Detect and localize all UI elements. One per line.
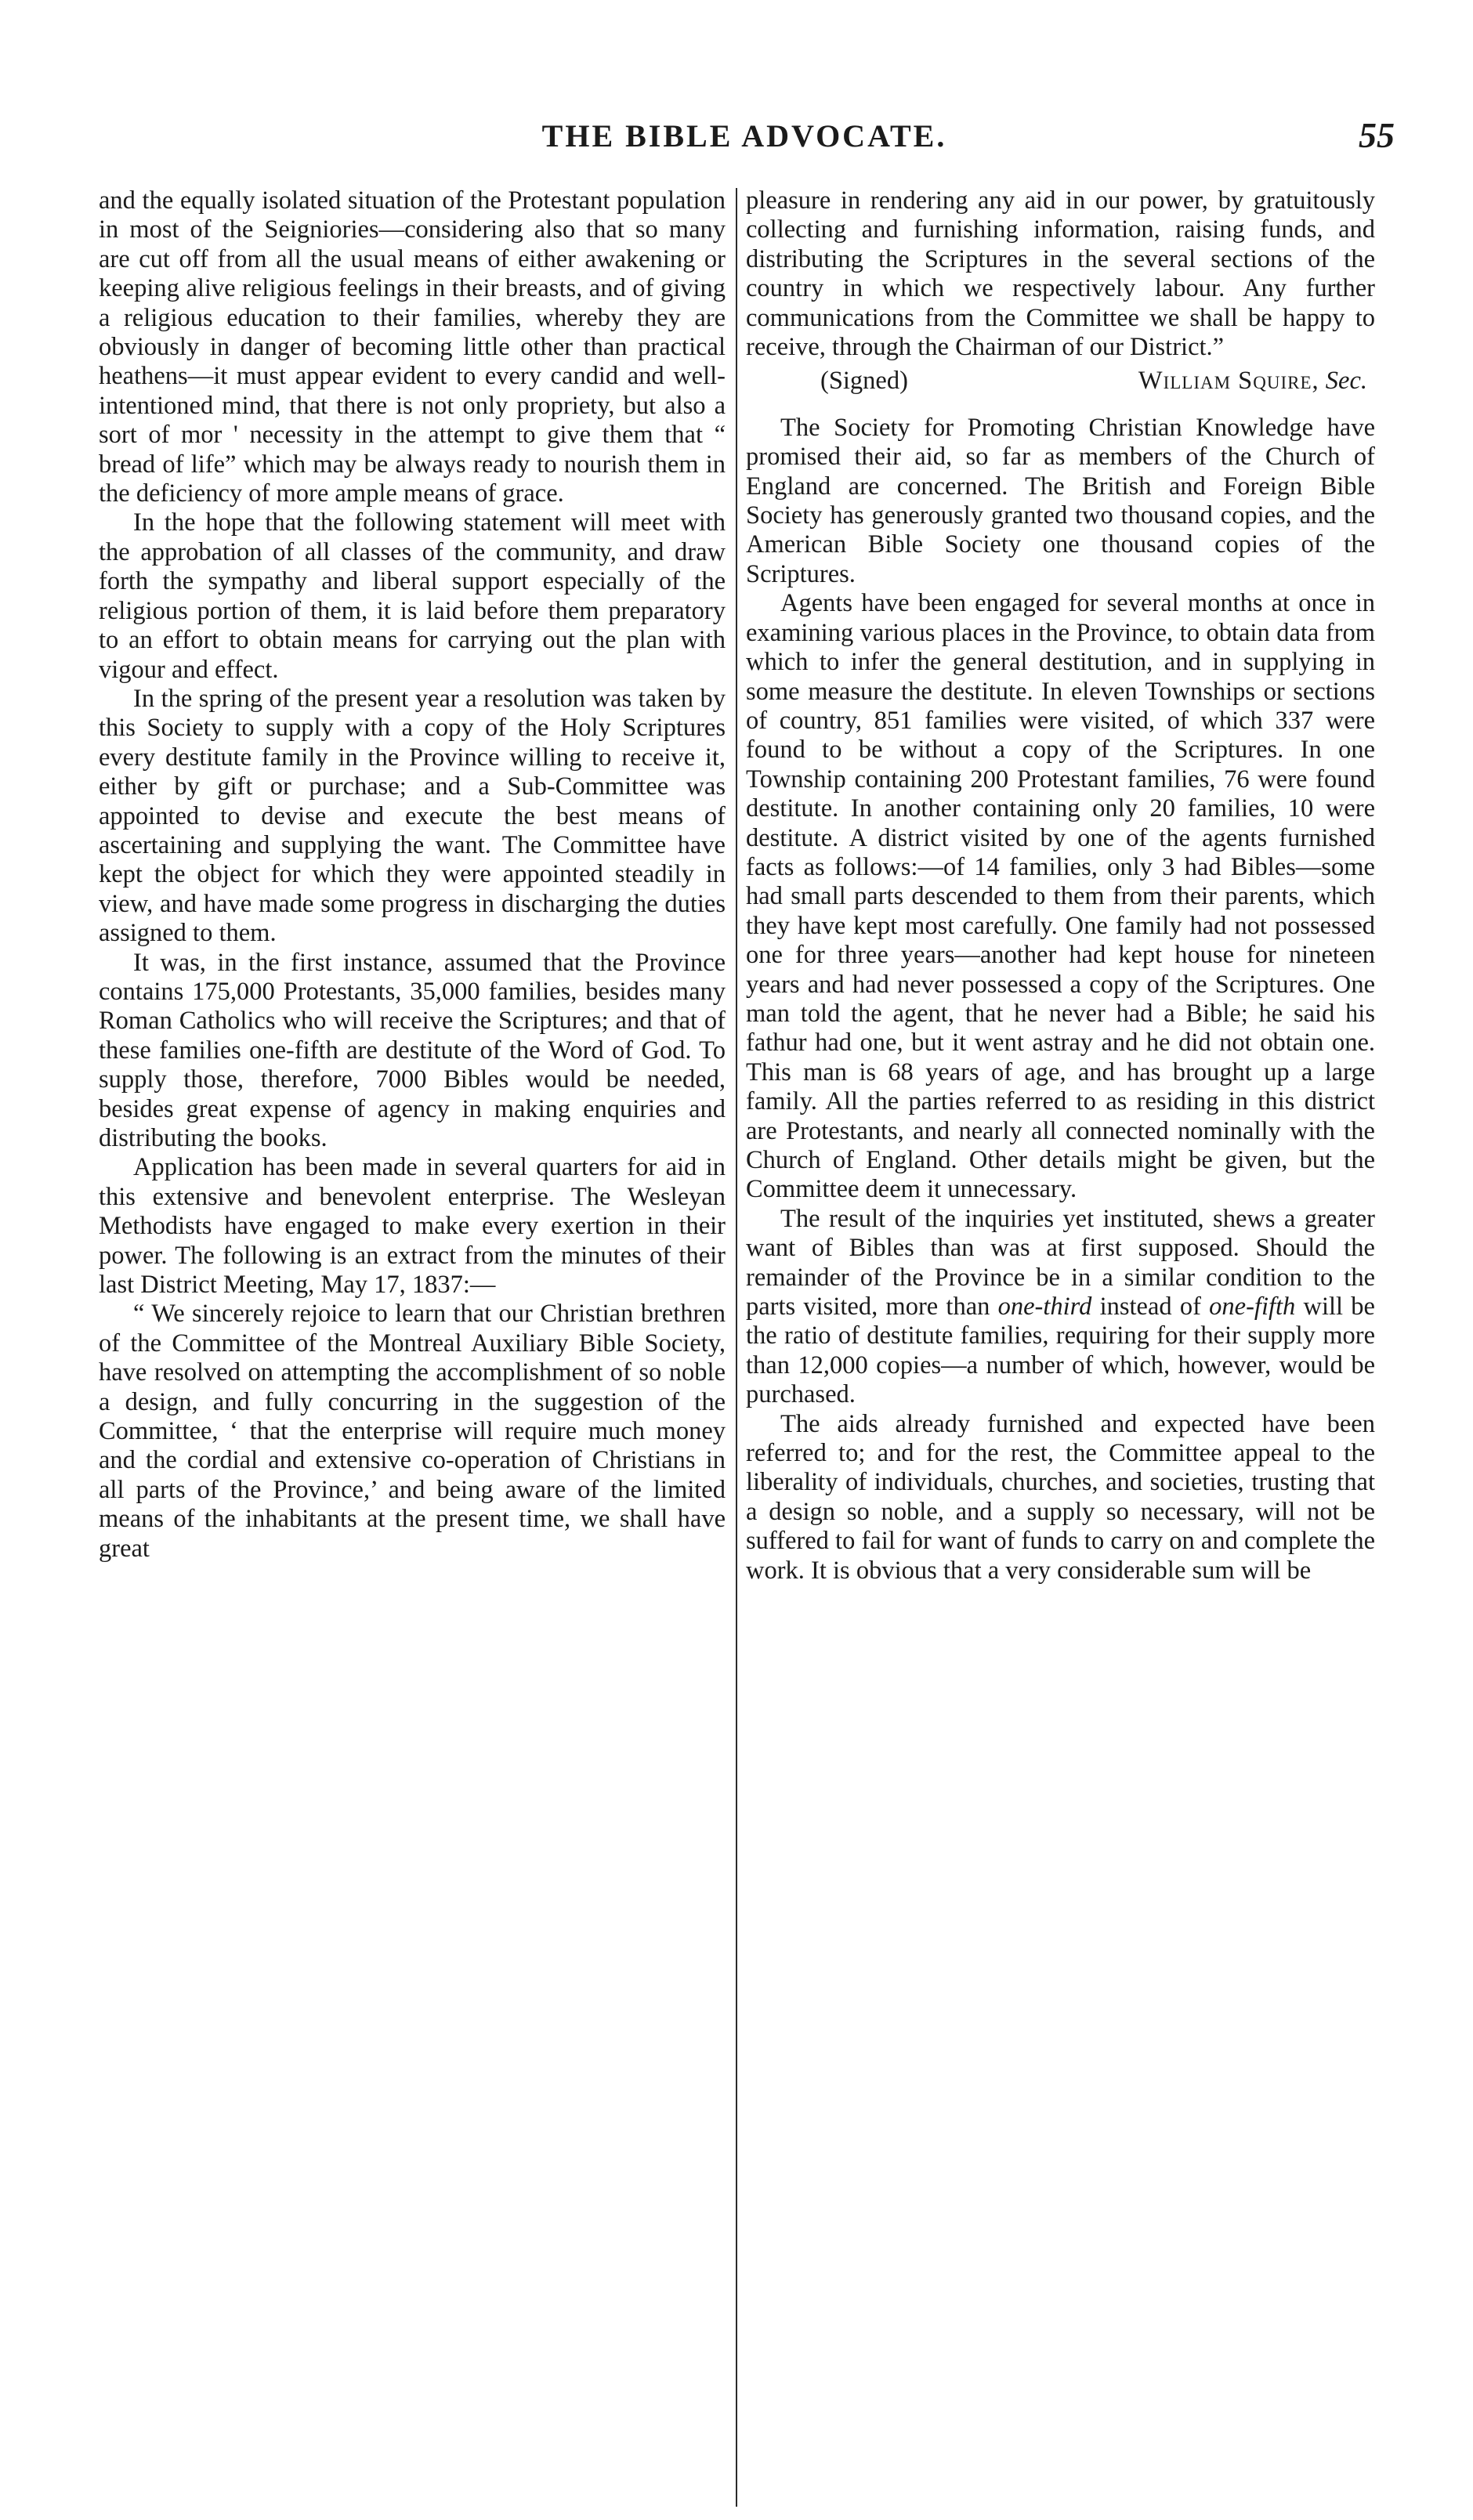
- right-column: [746, 186, 1375, 1585]
- left-column: [99, 186, 726, 1564]
- running-title: THE BIBLE ADVOCATE.: [541, 118, 947, 154]
- page-number: 55: [1359, 115, 1395, 155]
- paragraph-text: instead of: [1091, 1293, 1210, 1321]
- quoted-paragraph: “ We sincerely rejoice to learn that our Christian brethren of the Committee of the Montreal Auxiliary Bible Society, have resolved on attempting the accomplishment of so noble a design, and fully concurring in the suggestion of the Committee, ‘ that the enterprise will require much money and the cordial and extensive co-operation of Christians in all parts of the Province,’ and being aware of the limited means of the inhabitants at the present time, we shall have great: [99, 1300, 726, 1563]
- paragraph: The aids already furnished and expected have been referred to; and for the rest, the Committee appeal to the liberality of individuals, churches, and societies, trusting that a design so noble, and a supply so necessary, will not be suffered to fail for want of funds to carry on and complete the work. It is obvious that a very considerable sum will be: [746, 1409, 1375, 1585]
- paragraph: [746, 1205, 1375, 1410]
- quoted-paragraph: pleasure in rendering any aid in our power, by gratuitously collecting and furnishing information, raising funds, and distributing the Scriptures in the several sections of the country in which we respectively labour. Any further communications from the Committee we shall be happy to receive, through the Chairman of our District.”: [746, 186, 1375, 362]
- signatory-role: Sec.: [1325, 367, 1367, 396]
- paragraph: and the equally isolated situation of the Protestant population in most of the Seigniories—considering also that so many are cut off from all the usual means of either awakening or keeping alive religious feelings in their breasts, and of giving a religious education to their families, whereby they are obviously in danger of becoming little other than practical heathens—it must appear evident to every candid and well-intentioned mind, that there is not only propriety, but also a sort of mor ' necessity in the attempt to give them that “ bread of life” which may be always ready to nourish them in the deficiency of more ample means of grace.: [99, 186, 726, 508]
- paragraph-text: will be the ratio of destitute families, requiring for their supply more than 12,000 copies—a number of which, however, would be purchased.: [746, 1293, 1375, 1409]
- signature-line: [746, 367, 1375, 396]
- paragraph: Application has been made in several quarters for aid in this extensive and benevolent enterprise. The Wesleyan Methodists have engaged to make every exertion in their power. The following is an extract from the minutes of their last District Meeting, May 17, 1837:—: [99, 1153, 726, 1300]
- paragraph: In the hope that the following statement will meet with the approbation of all classes of the community, and draw forth the sympathy and liberal support especially of the religious portion of them, it is laid before them preparatory to an effort to obtain means for carrying out the plan with vigour and effect.: [99, 508, 726, 684]
- paragraph: Agents have been engaged for several months at once in examining various places in the Province, to obtain data from which to infer the general destitution, and in supplying in some measure the destitute. In eleven Townships or sections of country, 851 families were visited, of which 337 were found to be without a copy of the Scriptures. In one Township containing 200 Protestant families, 76 were found destitute. In another containing only 20 families, 10 were destitute. A district visited by one of the agents furnished facts as follows:—of 14 families, only 3 had Bibles—some had small parts descended to them from their parents, which they have kept most carefully. One family had not possessed one for three years—another had kept house for nineteen years and had never possessed a copy of the Scriptures. One man told the agent, that he never had a Bible; he said his fathur had one, but it went astray and he did not obtain one. This man is 68 years of age, and has brought up a large family. All the parties referred to as residing in this district are Protestants, and nearly all connected nominally with the Church of England. Other details might be given, but the Committee deem it unnecessary.: [746, 589, 1375, 1204]
- paragraph-text: The result of the inquiries yet instituted, shews a greater want of Bibles than was at first supposed. Should the remainder of the Province be in a similar condition to the parts visited, more than: [746, 1204, 1375, 1321]
- column-divider: [736, 188, 737, 2507]
- emphasis-text: one-fifth: [1209, 1293, 1296, 1321]
- signatory-name: William Squire,: [1138, 367, 1319, 396]
- signed-label: (Signed): [820, 367, 908, 396]
- running-head: [94, 115, 1395, 165]
- emphasis-text: one-third: [997, 1293, 1092, 1321]
- paragraph: In the spring of the present year a resolution was taken by this Society to supply with a copy of the Holy Scriptures every destitute family in the Province willing to receive it, either by gift or purchase; and a Sub-Committee was appointed to devise and execute the best means of ascertaining and supplying the want. The Committee have kept the object for which they were appointed steadily in view, and have made some progress in discharging the duties assigned to them.: [99, 684, 726, 948]
- paragraph: It was, in the first instance, assumed that the Province contains 175,000 Protestants, 35,000 families, besides many Roman Catholics who will receive the Scriptures; and that of these families one-fifth are destitute of the Word of God. To supply those, therefore, 7000 Bibles would be needed, besides great expense of agency in making enquiries and distributing the books.: [99, 948, 726, 1152]
- paragraph: The Society for Promoting Christian Knowledge have promised their aid, so far as members of the Church of England are concerned. The British and Foreign Bible Society has generously granted two thousand copies, and the American Bible Society one thousand copies of the Scriptures.: [746, 413, 1375, 588]
